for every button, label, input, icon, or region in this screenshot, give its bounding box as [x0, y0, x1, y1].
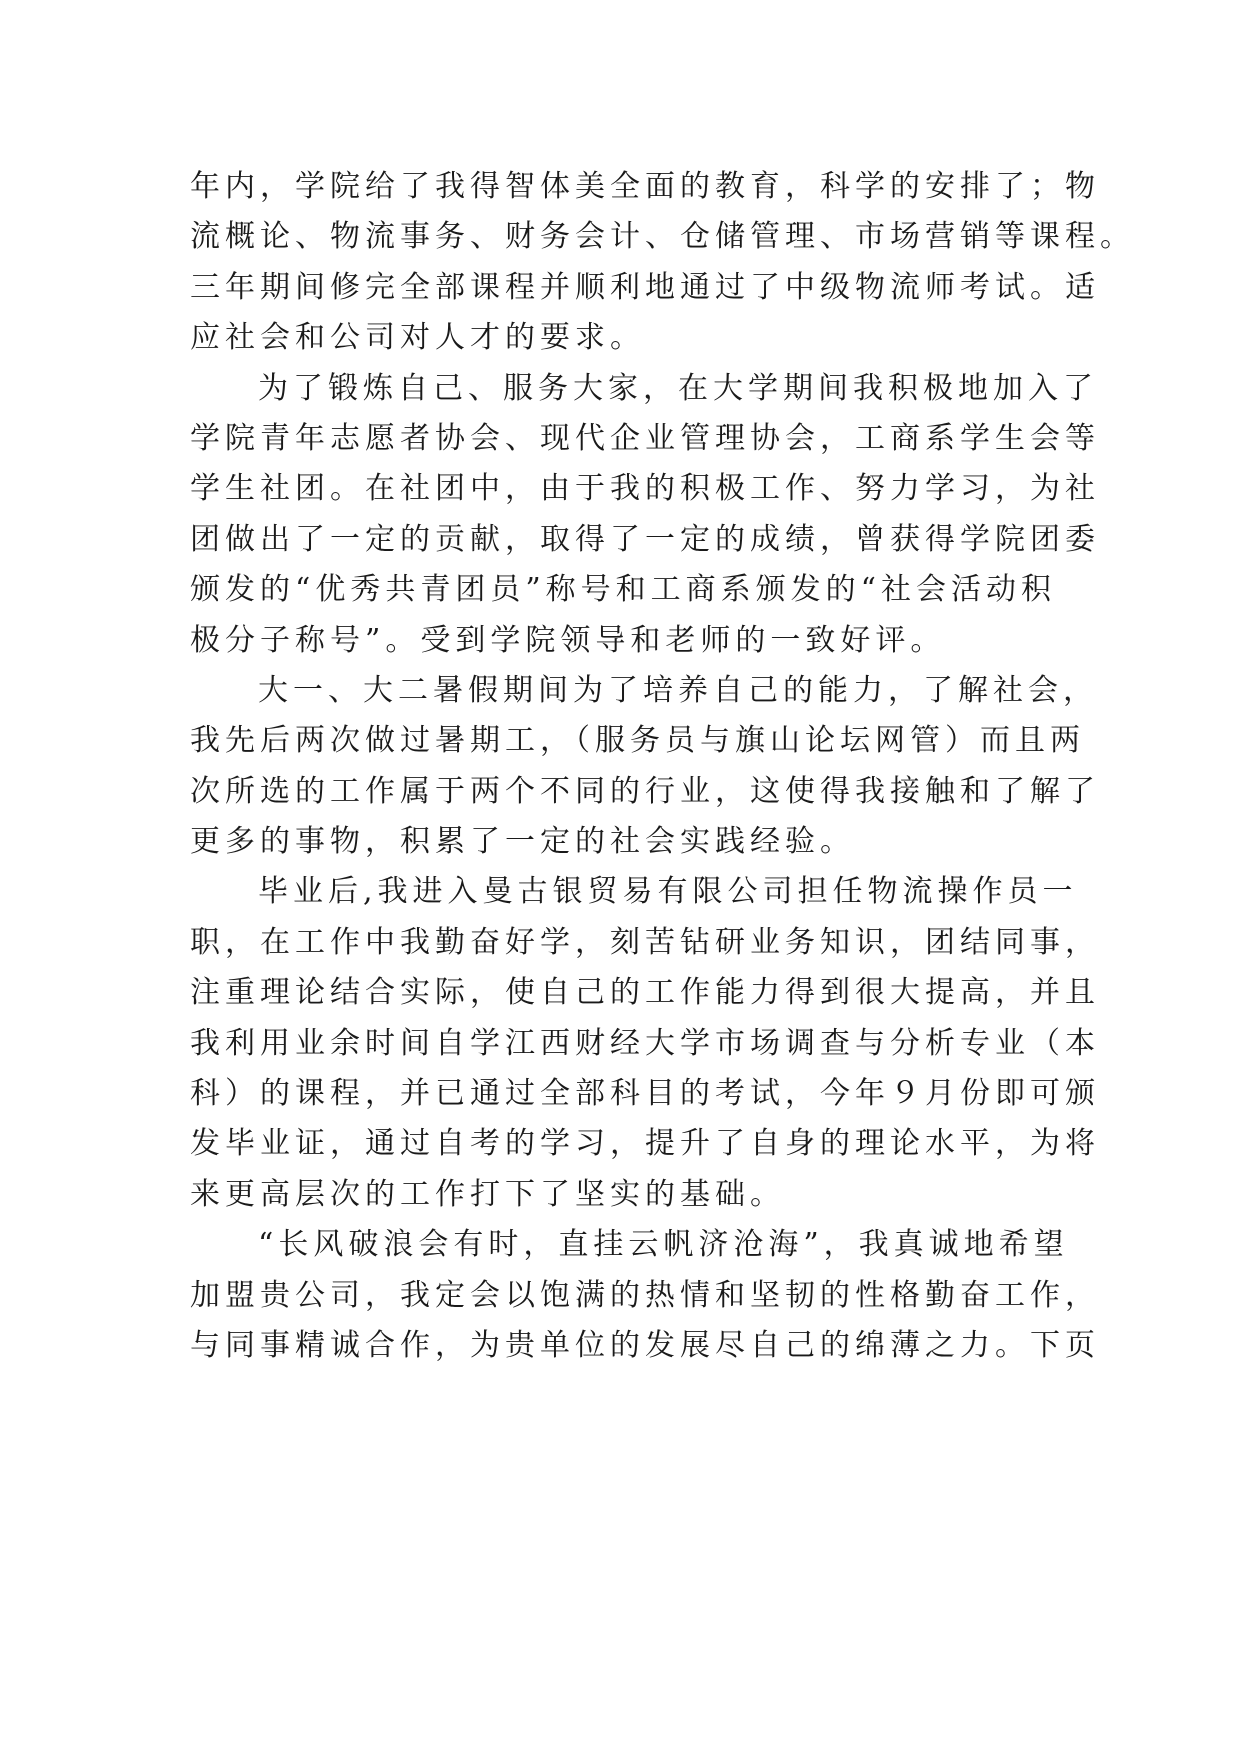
text-line: 年内，学院给了我得智体美全面的教育，科学的安排了；物 — [190, 169, 1100, 204]
text-line: 毕业后,我进入曼古银贸易有限公司担任物流操作员一 — [258, 874, 1078, 910]
text-line: 团做出了一定的贡献，取得了一定的成绩，曾获得学院团委 — [190, 521, 1100, 557]
text-line: 科）的课程，并已通过全部科目的考试，今年９月份即可颁 — [190, 1076, 1100, 1112]
text-line: 应社会和公司对人才的要求。 — [190, 320, 645, 356]
text-line: 大一、大二暑假期间为了培养自己的能力，了解社会， — [258, 672, 1098, 708]
text-line: 来更高层次的工作打下了坚实的基础。 — [190, 1176, 785, 1212]
text-line: 我先后两次做过暑期工，（服务员与旗山论坛网管）而且两 — [190, 723, 1085, 759]
text-line: 更多的事物，积累了一定的社会实践经验。 — [190, 824, 855, 860]
text-line: 极分子称号”。受到学院领导和老师的一致好评。 — [190, 622, 946, 658]
text-line: 注重理论结合实际，使自己的工作能力得到很大提高，并且 — [190, 975, 1100, 1011]
text-line: 职，在工作中我勤奋好学，刻苦钻研业务知识，团结同事， — [190, 924, 1100, 960]
text-line: 我利用业余时间自学江西财经大学市场调查与分析专业（本 — [190, 1025, 1100, 1061]
paragraph-summer-work — [190, 666, 1100, 868]
document-body — [190, 162, 1135, 1371]
paragraph-clubs — [190, 364, 1100, 666]
text-line: 颁发的“优秀共青团员”称号和工商系颁发的“社会活动积 — [190, 572, 1057, 608]
text-line: “长风破浪会有时，直挂云帆济沧海”，我真诚地希望 — [258, 1227, 1069, 1263]
paragraph-education — [190, 162, 1135, 364]
text-line: 学生社团。在社团中，由于我的积极工作、努力学习，为社 — [190, 471, 1100, 507]
paragraph-closing — [190, 1220, 1100, 1371]
text-line: 与同事精诚合作，为贵单位的发展尽自己的绵薄之力。下页 — [190, 1327, 1100, 1363]
text-line: 三年期间修完全部课程并顺利地通过了中级物流师考试。适 — [190, 269, 1100, 305]
text-line: 流概论、物流事务、财务会计、仓储管理、市场营销等课程。 — [190, 219, 1135, 255]
text-line: 次所选的工作属于两个不同的行业，这使得我接触和了解了 — [190, 773, 1100, 809]
paragraph-employment — [190, 867, 1100, 1220]
text-line: 学院青年志愿者协会、现代企业管理协会，工商系学生会等 — [190, 420, 1100, 456]
text-line: 发毕业证，通过自考的学习，提升了自身的理论水平，为将 — [190, 1126, 1100, 1162]
text-line: 为了锻炼自己、服务大家，在大学期间我积极地加入了 — [258, 370, 1098, 406]
text-line: 加盟贵公司，我定会以饱满的热情和坚韧的性格勤奋工作， — [190, 1277, 1100, 1313]
